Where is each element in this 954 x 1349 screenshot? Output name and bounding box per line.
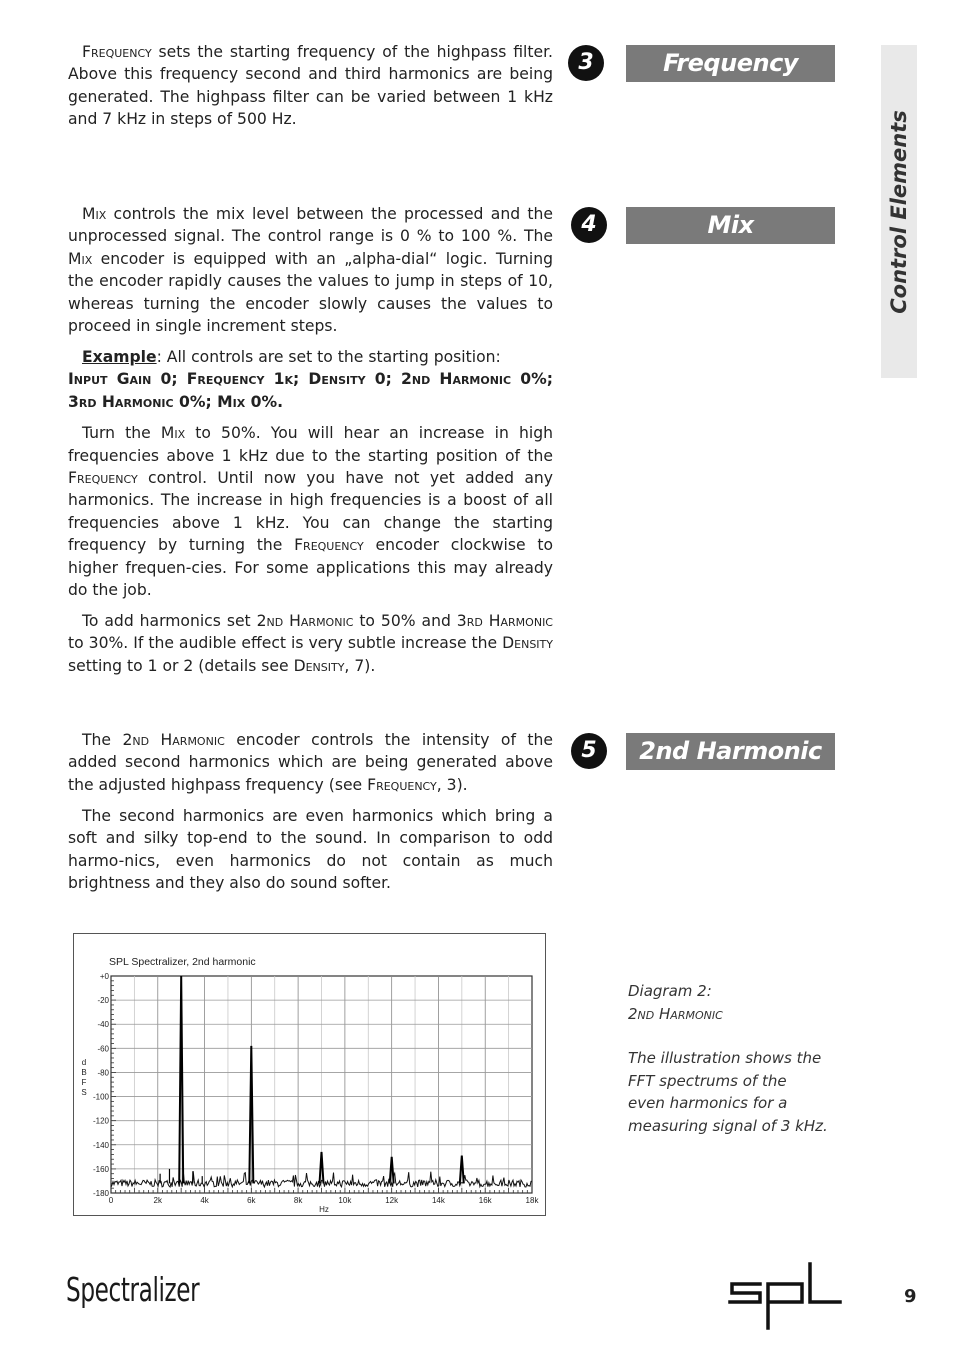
small-caps-run: Frequency xyxy=(294,536,364,555)
y-tick-label: -40 xyxy=(97,1020,109,1030)
text-run: controls the mix level between the processed and the unprocessed signal. The control range is 0 % to 100 %. The xyxy=(68,205,553,246)
x-tick-label: 6k xyxy=(247,1196,256,1205)
small-caps-run: Frequency xyxy=(367,775,437,794)
x-tick-label: 10k xyxy=(338,1196,352,1205)
caption-line2 xyxy=(628,1003,828,1026)
y-tick-label: -20 xyxy=(97,996,109,1006)
text-run: Turn the xyxy=(82,424,161,443)
example-settings: Input Gain 0; Frequency 1k; Density 0; 2nd Harmonic 0%; 3rd Harmonic 0%; Mix 0%. xyxy=(68,370,553,411)
brand-name: Spectralizer xyxy=(66,1270,200,1309)
text-run: sets the starting frequency of the highpass filter. Above this frequency second and third harmonics are being generated. The highpass filter can be varied between 1 kHz and 7 kHz in steps of 500 Hz. xyxy=(68,43,553,129)
x-tick-label: 8k xyxy=(293,1196,303,1205)
section-number-badge: 5 xyxy=(571,733,607,769)
section-number-badge: 3 xyxy=(568,45,604,81)
paragraph xyxy=(68,422,553,601)
side-tab-label: Control Elements xyxy=(887,109,911,314)
fft-figure xyxy=(73,933,546,1216)
small-caps-run: Frequency xyxy=(82,43,152,61)
x-tick-label: 4k xyxy=(200,1196,209,1205)
figure-caption xyxy=(628,980,828,1137)
paragraph xyxy=(68,729,553,796)
small-caps-run: Density xyxy=(293,656,345,675)
example-label: Example xyxy=(82,347,157,366)
mix-text xyxy=(68,203,553,686)
x-tick-label: 16k xyxy=(478,1196,492,1205)
x-tick-label: 12k xyxy=(385,1196,399,1205)
text-run: setting to 1 or 2 (details see xyxy=(68,656,294,675)
text-run: , 3). xyxy=(436,775,468,794)
text-run: encoder controls the intensity of the added second harmonics which are being generated above the adjusted highpass frequency (see xyxy=(68,731,553,794)
fft-chart xyxy=(74,934,545,1215)
text-run: encoder is equipped with an „alpha-dial“ logic. Turning the encoder rapidly causes the values to jump in steps of 10, whereas turning the encoder slowly causes the values to proceed in single increment steps. xyxy=(68,249,553,336)
x-tick-label: 2k xyxy=(153,1196,163,1205)
example-intro: : All controls are set to the starting position: xyxy=(156,347,501,366)
y-tick-label: +0 xyxy=(99,972,109,981)
small-caps-run: Density xyxy=(502,634,553,653)
paragraph xyxy=(68,203,553,337)
section-heading-frequency: Frequency xyxy=(626,45,835,82)
chart-title: SPL Spectralizer, 2nd harmonic xyxy=(109,956,256,968)
paragraph xyxy=(68,41,553,131)
x-tick-label: 18k xyxy=(525,1196,539,1205)
caption-line1: Diagram 2: xyxy=(628,982,712,1000)
text-run: The 2 xyxy=(82,731,133,749)
example-paragraph xyxy=(68,346,553,413)
y-label-letter: F xyxy=(81,1078,87,1087)
small-caps-run: nd Harmonic xyxy=(266,611,354,630)
y-label-letter: B xyxy=(81,1068,87,1077)
text-run: to 50% and 3 xyxy=(353,611,467,630)
small-caps-run: Mix xyxy=(68,249,93,268)
x-tick-label: 0 xyxy=(108,1196,114,1205)
text-run: control. Until now you have not yet added any harmonics. The increase in high frequencies is a boost of all frequencies above 1 kHz. You can change the starting frequency by turning the xyxy=(68,468,553,555)
caption-line2-prefix: 2 xyxy=(628,1004,638,1023)
section-heading-mix: Mix xyxy=(626,207,835,244)
text-run: , 7). xyxy=(344,656,376,675)
text-run: to 30%. If the audible effect is very subtle increase the xyxy=(68,634,503,653)
text-run: The second harmonics are even harmonics which bring a soft and silky top-end to the sound. In comparison to odd harmo-nics, even harmonics do not contain as much brightness and they also do sound softer. xyxy=(68,806,553,892)
caption-line2-sc: nd Harmonic xyxy=(637,1004,723,1023)
text-run: to 50%. You will hear an increase in high frequencies above 1 kHz due to the starting position of the xyxy=(68,424,553,465)
y-tick-label: -80 xyxy=(97,1068,109,1078)
y-tick-label: -100 xyxy=(92,1092,109,1102)
small-caps-run: Mix xyxy=(160,424,186,443)
y-label-letter: d xyxy=(81,1058,87,1067)
caption-body: The illustration shows the FFT spectrums of the even harmonics for a measuring signal of 3 kHz. xyxy=(628,1049,828,1135)
frequency-text xyxy=(68,41,553,139)
y-tick-label: -140 xyxy=(92,1140,109,1150)
paragraph xyxy=(68,805,553,895)
section-heading-2nd-harmonic: 2nd Harmonic xyxy=(626,733,835,770)
y-tick-label: -160 xyxy=(92,1164,109,1174)
page-number: 9 xyxy=(904,1286,917,1307)
text-run: encoder clockwise to higher frequen-cies. For some applications this may already do the job. xyxy=(68,536,554,599)
paragraph xyxy=(68,610,553,677)
spl-logo xyxy=(728,1262,843,1332)
section-number-badge: 4 xyxy=(571,207,607,243)
y-tick-label: -120 xyxy=(92,1116,109,1126)
y-label-letter: S xyxy=(81,1088,87,1097)
small-caps-run: nd Harmonic xyxy=(132,731,225,749)
small-caps-run: Mix xyxy=(82,205,107,223)
y-tick-label: -180 xyxy=(92,1189,109,1198)
x-tick-label: 14k xyxy=(431,1196,445,1205)
y-tick-label: -60 xyxy=(97,1044,109,1054)
text-run: To add harmonics set 2 xyxy=(82,611,267,630)
side-tab xyxy=(881,45,917,378)
small-caps-run: rd Harmonic xyxy=(466,611,553,630)
harmonic2-text xyxy=(68,729,553,903)
small-caps-run: Frequency xyxy=(68,468,138,487)
x-axis-label: Hz xyxy=(319,1205,329,1214)
